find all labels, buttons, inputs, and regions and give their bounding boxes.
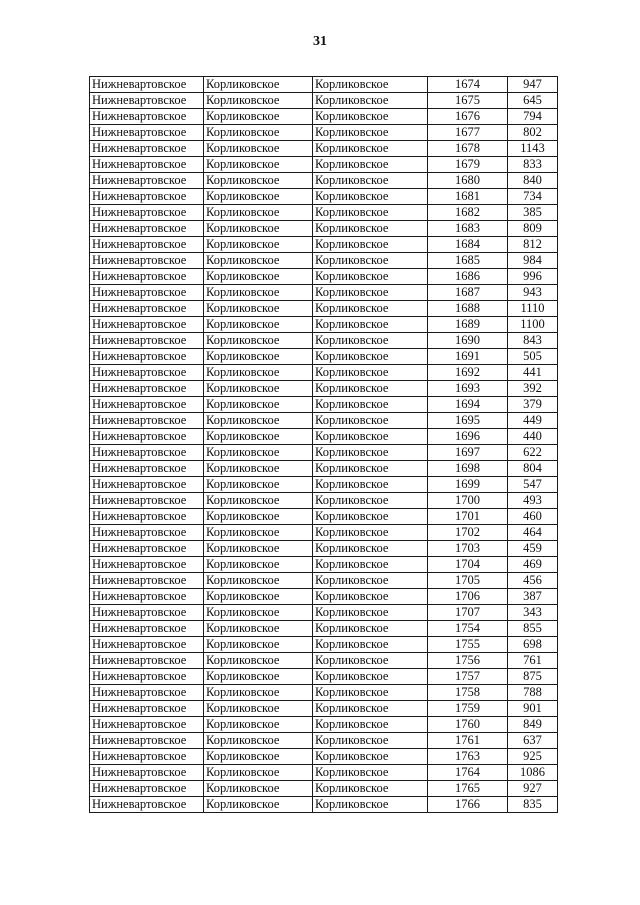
value-cell: 788 (508, 685, 558, 701)
table-row (90, 333, 558, 349)
well-number-cell: 1707 (428, 605, 508, 621)
deposit-cell: Корликовское (313, 205, 428, 221)
table-row (90, 573, 558, 589)
deposit-cell: Корликовское (313, 669, 428, 685)
well-number-cell: 1692 (428, 365, 508, 381)
district-cell: Нижневартовское (90, 349, 204, 365)
table-row (90, 381, 558, 397)
deposit-cell: Корликовское (313, 157, 428, 173)
value-cell: 984 (508, 253, 558, 269)
well-number-cell: 1678 (428, 141, 508, 157)
value-cell: 925 (508, 749, 558, 765)
deposit-cell: Корликовское (313, 173, 428, 189)
table-row (90, 141, 558, 157)
district-cell: Нижневартовское (90, 541, 204, 557)
field-cell: Корликовское (204, 589, 313, 605)
well-number-cell: 1766 (428, 797, 508, 813)
deposit-cell: Корликовское (313, 253, 428, 269)
table-row (90, 349, 558, 365)
table-row (90, 317, 558, 333)
deposit-cell: Корликовское (313, 333, 428, 349)
deposit-cell: Корликовское (313, 685, 428, 701)
table-row (90, 189, 558, 205)
table-row (90, 445, 558, 461)
table-row (90, 237, 558, 253)
well-number-cell: 1764 (428, 765, 508, 781)
field-cell: Корликовское (204, 573, 313, 589)
field-cell: Корликовское (204, 397, 313, 413)
district-cell: Нижневартовское (90, 381, 204, 397)
district-cell: Нижневартовское (90, 605, 204, 621)
value-cell: 1110 (508, 301, 558, 317)
district-cell: Нижневартовское (90, 109, 204, 125)
table-row (90, 269, 558, 285)
well-number-cell: 1699 (428, 477, 508, 493)
value-cell: 1100 (508, 317, 558, 333)
deposit-cell: Корликовское (313, 317, 428, 333)
field-cell: Корликовское (204, 461, 313, 477)
table-body (90, 77, 558, 813)
well-number-cell: 1754 (428, 621, 508, 637)
value-cell: 622 (508, 445, 558, 461)
well-number-cell: 1690 (428, 333, 508, 349)
value-cell: 833 (508, 157, 558, 173)
value-cell: 505 (508, 349, 558, 365)
field-cell: Корликовское (204, 477, 313, 493)
deposit-cell: Корликовское (313, 349, 428, 365)
well-number-cell: 1756 (428, 653, 508, 669)
well-number-cell: 1675 (428, 93, 508, 109)
field-cell: Корликовское (204, 77, 313, 93)
well-number-cell: 1674 (428, 77, 508, 93)
field-cell: Корликовское (204, 669, 313, 685)
deposit-cell: Корликовское (313, 573, 428, 589)
table-row (90, 397, 558, 413)
district-cell: Нижневартовское (90, 509, 204, 525)
district-cell: Нижневартовское (90, 589, 204, 605)
field-cell: Корликовское (204, 173, 313, 189)
district-cell: Нижневартовское (90, 461, 204, 477)
value-cell: 761 (508, 653, 558, 669)
page-number: 31 (313, 34, 327, 49)
table-row (90, 253, 558, 269)
field-cell: Корликовское (204, 509, 313, 525)
table-row (90, 125, 558, 141)
district-cell: Нижневартовское (90, 781, 204, 797)
well-number-cell: 1755 (428, 637, 508, 653)
value-cell: 392 (508, 381, 558, 397)
field-cell: Корликовское (204, 781, 313, 797)
deposit-cell: Корликовское (313, 125, 428, 141)
district-cell: Нижневартовское (90, 237, 204, 253)
value-cell: 947 (508, 77, 558, 93)
table-row (90, 541, 558, 557)
table-row (90, 157, 558, 173)
well-number-cell: 1684 (428, 237, 508, 253)
deposit-cell: Корликовское (313, 621, 428, 637)
field-cell: Корликовское (204, 205, 313, 221)
district-cell: Нижневартовское (90, 525, 204, 541)
value-cell: 449 (508, 413, 558, 429)
deposit-cell: Корликовское (313, 733, 428, 749)
well-number-cell: 1698 (428, 461, 508, 477)
value-cell: 927 (508, 781, 558, 797)
field-cell: Корликовское (204, 717, 313, 733)
table-row (90, 701, 558, 717)
table-row (90, 205, 558, 221)
well-number-cell: 1693 (428, 381, 508, 397)
table-row (90, 77, 558, 93)
district-cell: Нижневартовское (90, 333, 204, 349)
well-number-cell: 1701 (428, 509, 508, 525)
district-cell: Нижневартовское (90, 413, 204, 429)
well-number-cell: 1694 (428, 397, 508, 413)
district-cell: Нижневартовское (90, 749, 204, 765)
field-cell: Корликовское (204, 445, 313, 461)
deposit-cell: Корликовское (313, 605, 428, 621)
district-cell: Нижневартовское (90, 205, 204, 221)
table-row (90, 557, 558, 573)
deposit-cell: Корликовское (313, 397, 428, 413)
district-cell: Нижневартовское (90, 733, 204, 749)
table-row (90, 733, 558, 749)
deposit-cell: Корликовское (313, 445, 428, 461)
table-row (90, 749, 558, 765)
field-cell: Корликовское (204, 365, 313, 381)
district-cell: Нижневартовское (90, 653, 204, 669)
well-number-cell: 1688 (428, 301, 508, 317)
district-cell: Нижневартовское (90, 301, 204, 317)
deposit-cell: Корликовское (313, 637, 428, 653)
district-cell: Нижневартовское (90, 621, 204, 637)
deposit-cell: Корликовское (313, 701, 428, 717)
value-cell: 843 (508, 333, 558, 349)
deposit-cell: Корликовское (313, 765, 428, 781)
value-cell: 459 (508, 541, 558, 557)
district-cell: Нижневартовское (90, 669, 204, 685)
field-cell: Корликовское (204, 429, 313, 445)
field-cell: Корликовское (204, 637, 313, 653)
table-row (90, 653, 558, 669)
table-row (90, 717, 558, 733)
value-cell: 855 (508, 621, 558, 637)
deposit-cell: Корликовское (313, 413, 428, 429)
value-cell: 943 (508, 285, 558, 301)
field-cell: Корликовское (204, 605, 313, 621)
well-number-cell: 1704 (428, 557, 508, 573)
field-cell: Корликовское (204, 413, 313, 429)
district-cell: Нижневартовское (90, 253, 204, 269)
district-cell: Нижневартовское (90, 157, 204, 173)
well-number-cell: 1681 (428, 189, 508, 205)
table-row (90, 637, 558, 653)
well-number-cell: 1760 (428, 717, 508, 733)
value-cell: 645 (508, 93, 558, 109)
value-cell: 440 (508, 429, 558, 445)
district-cell: Нижневартовское (90, 493, 204, 509)
district-cell: Нижневартовское (90, 477, 204, 493)
well-number-cell: 1683 (428, 221, 508, 237)
well-number-cell: 1757 (428, 669, 508, 685)
field-cell: Корликовское (204, 525, 313, 541)
district-cell: Нижневартовское (90, 285, 204, 301)
value-cell: 456 (508, 573, 558, 589)
value-cell: 875 (508, 669, 558, 685)
value-cell: 637 (508, 733, 558, 749)
district-cell: Нижневартовское (90, 717, 204, 733)
field-cell: Корликовское (204, 253, 313, 269)
table-row (90, 221, 558, 237)
well-number-cell: 1691 (428, 349, 508, 365)
field-cell: Корликовское (204, 125, 313, 141)
wells-table (89, 76, 558, 813)
value-cell: 385 (508, 205, 558, 221)
field-cell: Корликовское (204, 269, 313, 285)
value-cell: 840 (508, 173, 558, 189)
district-cell: Нижневартовское (90, 173, 204, 189)
deposit-cell: Корликовское (313, 237, 428, 253)
field-cell: Корликовское (204, 317, 313, 333)
value-cell: 1143 (508, 141, 558, 157)
table-row (90, 285, 558, 301)
field-cell: Корликовское (204, 237, 313, 253)
district-cell: Нижневартовское (90, 317, 204, 333)
value-cell: 547 (508, 477, 558, 493)
district-cell: Нижневартовское (90, 125, 204, 141)
value-cell: 698 (508, 637, 558, 653)
value-cell: 464 (508, 525, 558, 541)
district-cell: Нижневартовское (90, 765, 204, 781)
table-row (90, 509, 558, 525)
district-cell: Нижневартовское (90, 141, 204, 157)
deposit-cell: Корликовское (313, 429, 428, 445)
district-cell: Нижневартовское (90, 445, 204, 461)
deposit-cell: Корликовское (313, 749, 428, 765)
well-number-cell: 1687 (428, 285, 508, 301)
deposit-cell: Корликовское (313, 589, 428, 605)
deposit-cell: Корликовское (313, 141, 428, 157)
district-cell: Нижневартовское (90, 269, 204, 285)
value-cell: 441 (508, 365, 558, 381)
field-cell: Корликовское (204, 749, 313, 765)
value-cell: 812 (508, 237, 558, 253)
field-cell: Корликовское (204, 221, 313, 237)
field-cell: Корликовское (204, 301, 313, 317)
field-cell: Корликовское (204, 493, 313, 509)
deposit-cell: Корликовское (313, 461, 428, 477)
district-cell: Нижневартовское (90, 637, 204, 653)
field-cell: Корликовское (204, 285, 313, 301)
district-cell: Нижневартовское (90, 429, 204, 445)
table-row (90, 461, 558, 477)
value-cell: 996 (508, 269, 558, 285)
district-cell: Нижневартовское (90, 93, 204, 109)
deposit-cell: Корликовское (313, 93, 428, 109)
well-number-cell: 1765 (428, 781, 508, 797)
well-number-cell: 1700 (428, 493, 508, 509)
field-cell: Корликовское (204, 141, 313, 157)
well-number-cell: 1697 (428, 445, 508, 461)
table-row (90, 669, 558, 685)
table-row (90, 781, 558, 797)
deposit-cell: Корликовское (313, 269, 428, 285)
well-number-cell: 1759 (428, 701, 508, 717)
deposit-cell: Корликовское (313, 493, 428, 509)
well-number-cell: 1705 (428, 573, 508, 589)
table-row (90, 685, 558, 701)
district-cell: Нижневартовское (90, 797, 204, 813)
field-cell: Корликовское (204, 157, 313, 173)
deposit-cell: Корликовское (313, 557, 428, 573)
field-cell: Корликовское (204, 557, 313, 573)
well-number-cell: 1685 (428, 253, 508, 269)
field-cell: Корликовское (204, 381, 313, 397)
table-row (90, 589, 558, 605)
deposit-cell: Корликовское (313, 77, 428, 93)
value-cell: 804 (508, 461, 558, 477)
table-row (90, 173, 558, 189)
table-row (90, 525, 558, 541)
value-cell: 802 (508, 125, 558, 141)
field-cell: Корликовское (204, 701, 313, 717)
value-cell: 379 (508, 397, 558, 413)
field-cell: Корликовское (204, 349, 313, 365)
value-cell: 1086 (508, 765, 558, 781)
value-cell: 849 (508, 717, 558, 733)
well-number-cell: 1758 (428, 685, 508, 701)
deposit-cell: Корликовское (313, 189, 428, 205)
value-cell: 901 (508, 701, 558, 717)
well-number-cell: 1706 (428, 589, 508, 605)
value-cell: 469 (508, 557, 558, 573)
well-number-cell: 1703 (428, 541, 508, 557)
field-cell: Корликовское (204, 733, 313, 749)
well-number-cell: 1676 (428, 109, 508, 125)
well-number-cell: 1682 (428, 205, 508, 221)
well-number-cell: 1677 (428, 125, 508, 141)
deposit-cell: Корликовское (313, 781, 428, 797)
field-cell: Корликовское (204, 333, 313, 349)
well-number-cell: 1679 (428, 157, 508, 173)
table-row (90, 93, 558, 109)
table-row (90, 621, 558, 637)
value-cell: 493 (508, 493, 558, 509)
field-cell: Корликовское (204, 189, 313, 205)
well-number-cell: 1761 (428, 733, 508, 749)
well-number-cell: 1695 (428, 413, 508, 429)
table-row (90, 413, 558, 429)
value-cell: 387 (508, 589, 558, 605)
deposit-cell: Корликовское (313, 477, 428, 493)
deposit-cell: Корликовское (313, 381, 428, 397)
table-row (90, 109, 558, 125)
table-row (90, 797, 558, 813)
well-number-cell: 1763 (428, 749, 508, 765)
deposit-cell: Корликовское (313, 717, 428, 733)
field-cell: Корликовское (204, 685, 313, 701)
deposit-cell: Корликовское (313, 541, 428, 557)
table-row (90, 477, 558, 493)
well-number-cell: 1680 (428, 173, 508, 189)
deposit-cell: Корликовское (313, 525, 428, 541)
district-cell: Нижневартовское (90, 573, 204, 589)
district-cell: Нижневартовское (90, 701, 204, 717)
field-cell: Корликовское (204, 93, 313, 109)
field-cell: Корликовское (204, 653, 313, 669)
district-cell: Нижневартовское (90, 189, 204, 205)
deposit-cell: Корликовское (313, 301, 428, 317)
field-cell: Корликовское (204, 109, 313, 125)
deposit-cell: Корликовское (313, 365, 428, 381)
deposit-cell: Корликовское (313, 797, 428, 813)
district-cell: Нижневартовское (90, 77, 204, 93)
field-cell: Корликовское (204, 765, 313, 781)
value-cell: 835 (508, 797, 558, 813)
deposit-cell: Корликовское (313, 509, 428, 525)
table-row (90, 301, 558, 317)
deposit-cell: Корликовское (313, 109, 428, 125)
value-cell: 460 (508, 509, 558, 525)
district-cell: Нижневартовское (90, 397, 204, 413)
district-cell: Нижневартовское (90, 685, 204, 701)
field-cell: Корликовское (204, 621, 313, 637)
well-number-cell: 1689 (428, 317, 508, 333)
district-cell: Нижневартовское (90, 365, 204, 381)
table-row (90, 765, 558, 781)
deposit-cell: Корликовское (313, 221, 428, 237)
field-cell: Корликовское (204, 541, 313, 557)
well-number-cell: 1702 (428, 525, 508, 541)
well-number-cell: 1686 (428, 269, 508, 285)
well-number-cell: 1696 (428, 429, 508, 445)
deposit-cell: Корликовское (313, 285, 428, 301)
value-cell: 343 (508, 605, 558, 621)
deposit-cell: Корликовское (313, 653, 428, 669)
value-cell: 809 (508, 221, 558, 237)
table-row (90, 605, 558, 621)
table-row (90, 493, 558, 509)
field-cell: Корликовское (204, 797, 313, 813)
district-cell: Нижневартовское (90, 221, 204, 237)
value-cell: 794 (508, 109, 558, 125)
table-row (90, 365, 558, 381)
district-cell: Нижневартовское (90, 557, 204, 573)
table-row (90, 429, 558, 445)
value-cell: 734 (508, 189, 558, 205)
